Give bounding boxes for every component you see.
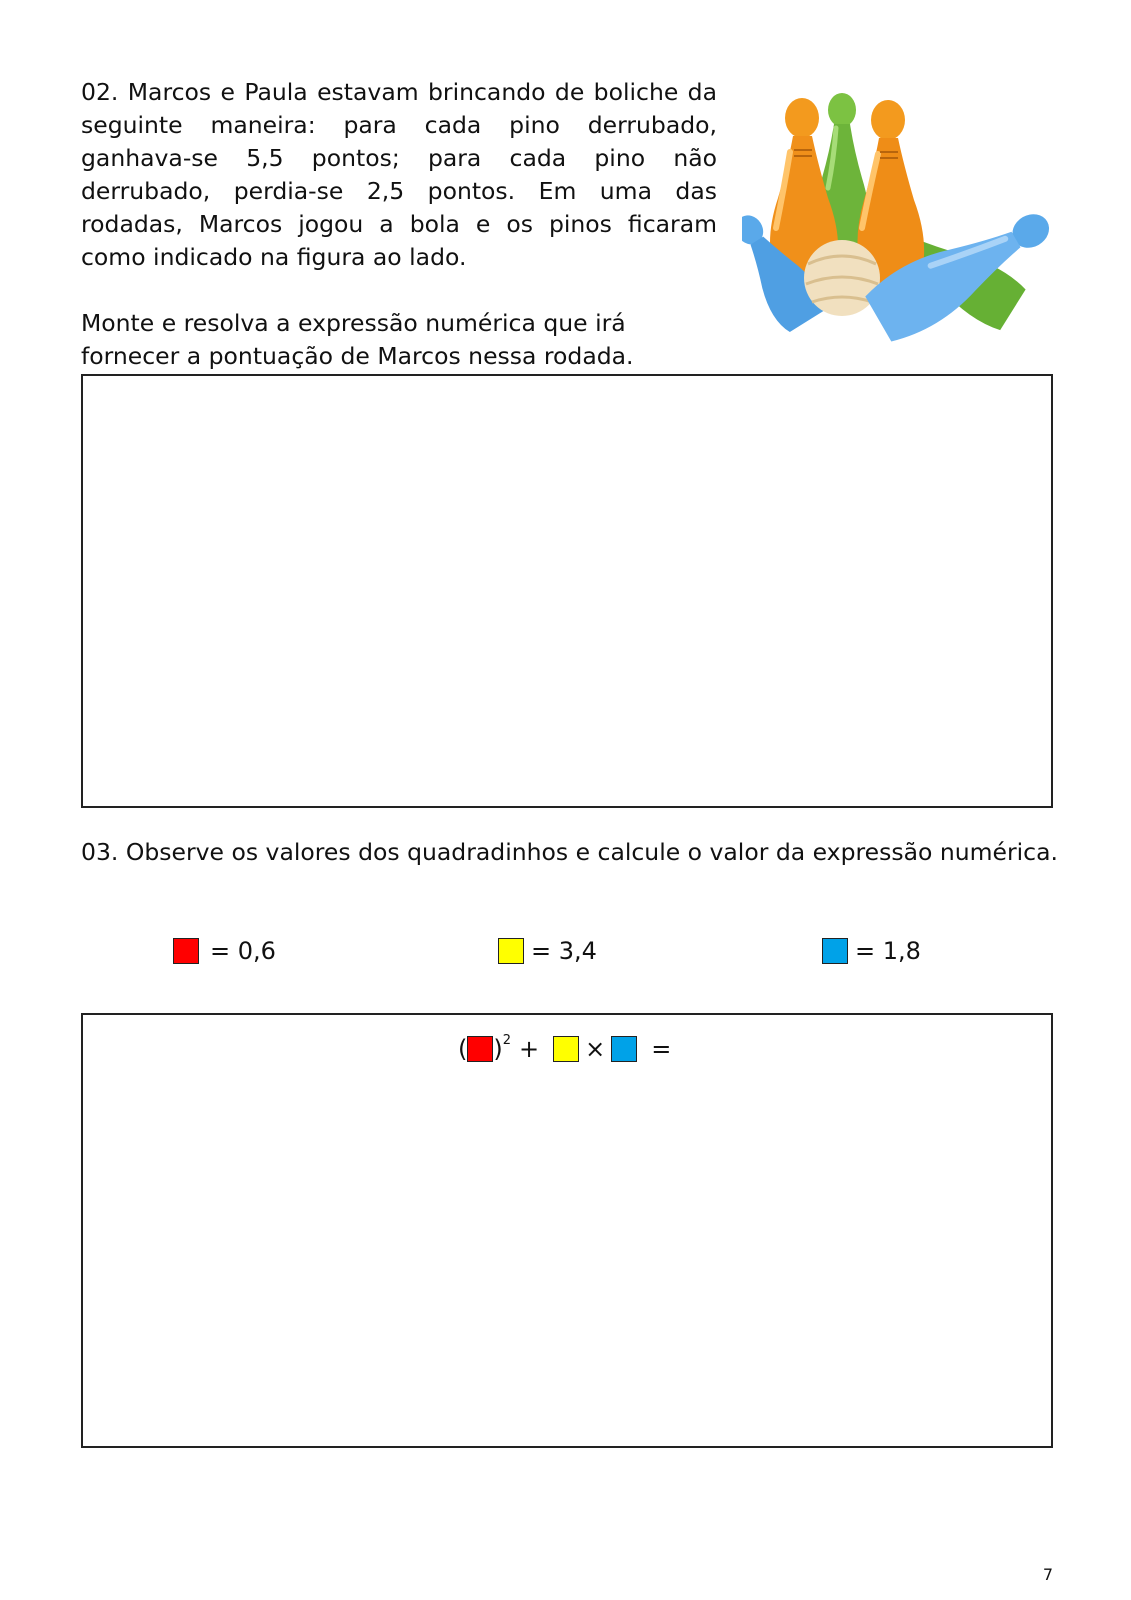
legend-red xyxy=(173,937,276,965)
exponent: 2 xyxy=(502,1032,512,1048)
yellow-square xyxy=(498,938,524,964)
plus-sign: + xyxy=(519,1035,540,1063)
expr-blue-square xyxy=(611,1036,637,1062)
question-3-answer-box[interactable] xyxy=(81,1013,1053,1448)
times-sign: × xyxy=(585,1035,606,1063)
page-number: 7 xyxy=(1042,1565,1053,1584)
bowling-pins-ball-illustration xyxy=(742,88,1054,360)
numeric-expression xyxy=(458,1032,672,1063)
open-paren: ( xyxy=(458,1035,468,1063)
wooden-ball xyxy=(804,240,880,316)
expr-red-square xyxy=(467,1036,493,1062)
expr-yellow-square xyxy=(553,1036,579,1062)
question-3-title: 03. Observe os valores dos quadradinhos e calcule o valor da expressão numérica. xyxy=(81,838,1058,866)
yellow-value: = 3,4 xyxy=(531,937,597,965)
blue-square xyxy=(822,938,848,964)
close-paren: ) xyxy=(493,1035,503,1063)
legend-blue xyxy=(822,937,921,965)
question-2-answer-box[interactable] xyxy=(81,374,1053,808)
blue-value: = 1,8 xyxy=(855,937,921,965)
red-value: = 0,6 xyxy=(210,937,276,965)
question-2-instruction: Monte e resolva a expressão numérica que irá fornecer a pontuação de Marcos nessa rodada. xyxy=(81,309,634,370)
legend-yellow xyxy=(498,937,597,965)
question-2-text xyxy=(81,76,717,373)
question-2-statement: 02. Marcos e Paula estavam brincando de boliche da seguinte maneira: para cada pino derrubado, ganhava-se 5,5 pontos; para cada pino não derrubado, perdia-se 2,5 pontos. Em uma das rodadas, Marcos jogou a bola e os pinos ficaram como indicado na figura ao lado. xyxy=(81,78,717,271)
equals-sign: = xyxy=(651,1035,672,1063)
red-square xyxy=(173,938,199,964)
